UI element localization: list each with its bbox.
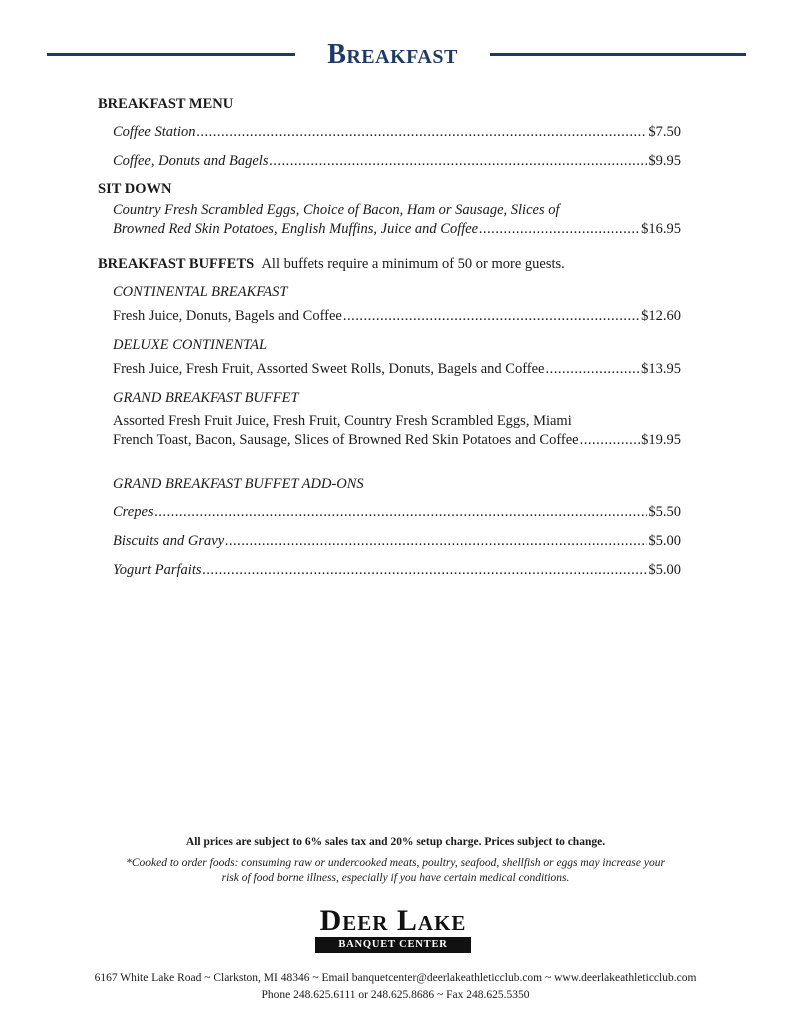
item-desc: Fresh Juice, Fresh Fruit, Assorted Sweet Rolls, Donuts, Bagels and Coffee — [113, 361, 545, 377]
dot-leader — [343, 307, 640, 326]
logo-subtitle-bar: BANQUET CENTER — [315, 937, 471, 953]
item-price: $5.00 — [648, 533, 681, 549]
item-name: Coffee, Donuts and Bagels — [113, 153, 269, 169]
page-title: Breakfast — [327, 39, 458, 70]
disclaimer-line1: *Cooked to order foods: consuming raw or undercooked meats, poultry, seafood, shellfish or eggs may increase your — [126, 857, 665, 869]
dot-leader — [225, 532, 647, 551]
menu-content — [98, 94, 681, 580]
sit-down-desc-line2: Browned Red Skin Potatoes, English Muffins, Juice and Coffee — [113, 221, 479, 237]
item-price: $19.95 — [641, 432, 681, 448]
dot-leader — [545, 360, 640, 379]
header-rule-right — [490, 53, 746, 56]
buffets-note: All buffets require a minimum of 50 or more guests. — [261, 256, 565, 272]
buffets-heading-label: BREAKFAST BUFFETS — [98, 256, 255, 272]
deluxe-title: DELUXE CONTINENTAL — [113, 337, 268, 353]
grand-desc-line1: Assorted Fresh Fruit Juice, Fresh Fruit, Country Fresh Scrambled Eggs, Miami — [113, 413, 572, 429]
addon-item — [113, 532, 681, 551]
deer-lake-logo — [277, 904, 509, 954]
dot-leader — [269, 152, 647, 171]
buffets-heading — [98, 254, 681, 274]
item-name: Coffee Station — [113, 124, 196, 140]
addon-item — [113, 503, 681, 522]
item-name: Crepes — [113, 504, 154, 520]
phone-fax-line: Phone 248.625.6111 or 248.625.8686 ~ Fax 248.625.5350 — [261, 989, 530, 1001]
address-line: 6167 White Lake Road ~ Clarkston, MI 48346 ~ Email banquetcenter@deerlakeathleticclub.com ~ www.deerlakeathleticclub.com — [94, 972, 697, 984]
continental-item — [113, 307, 681, 326]
sit-down-heading: SIT DOWN — [98, 181, 172, 197]
item-price: $16.95 — [641, 221, 681, 237]
item-price: $5.50 — [648, 504, 681, 520]
item-price: $9.95 — [648, 153, 681, 169]
deluxe-item — [113, 360, 681, 379]
disclaimer-line2: risk of food borne illness, especially if you have certain medical conditions. — [221, 872, 570, 884]
sit-down-item — [113, 220, 681, 239]
dot-leader — [580, 431, 641, 450]
continental-title: CONTINENTAL BREAKFAST — [113, 284, 288, 300]
page-header — [0, 38, 791, 74]
item-price: $13.95 — [641, 361, 681, 377]
item-name: Yogurt Parfaits — [113, 562, 202, 578]
grand-desc-line2: French Toast, Bacon, Sausage, Slices of Browned Red Skin Potatoes and Coffee — [113, 432, 579, 448]
item-desc: Fresh Juice, Donuts, Bagels and Coffee — [113, 308, 342, 324]
grand-item — [113, 431, 681, 450]
sit-down-desc-line1: Country Fresh Scrambled Eggs, Choice of Bacon, Ham or Sausage, Slices of — [113, 202, 560, 218]
addons-title: GRAND BREAKFAST BUFFET ADD-ONS — [113, 476, 364, 492]
contact-info — [0, 970, 791, 1004]
dot-leader — [155, 503, 648, 522]
grand-title: GRAND BREAKFAST BUFFET — [113, 390, 299, 406]
menu-item — [113, 152, 681, 171]
item-price: $7.50 — [648, 124, 681, 140]
item-price: $5.00 — [648, 562, 681, 578]
dot-leader — [203, 561, 648, 580]
logo-wordmark: Deer Lake — [319, 904, 467, 937]
header-rule-left — [47, 53, 295, 56]
addon-item — [113, 561, 681, 580]
item-price: $12.60 — [641, 308, 681, 324]
menu-item — [113, 123, 681, 142]
tax-note: All prices are subject to 6% sales tax and 20% setup charge. Prices subject to change. — [185, 836, 606, 848]
dot-leader — [479, 220, 640, 239]
breakfast-menu-heading: BREAKFAST MENU — [98, 96, 234, 112]
item-name: Biscuits and Gravy — [113, 533, 225, 549]
dot-leader — [197, 123, 648, 142]
food-disclaimer — [0, 856, 791, 886]
